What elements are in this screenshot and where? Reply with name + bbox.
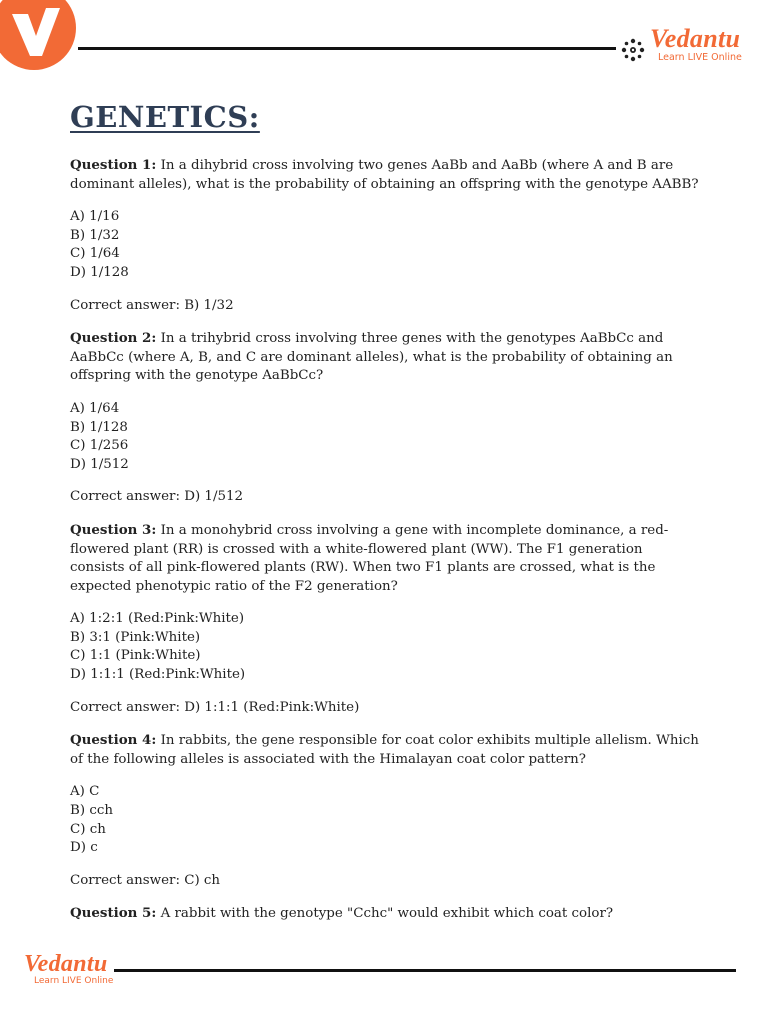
option: C) 1/256 [70,438,129,454]
options-4 [70,783,700,857]
brand-tagline: Learn LIVE Online [658,52,742,63]
option: B) 1/128 [70,419,128,435]
question-3 [70,521,700,596]
options-1 [70,208,700,282]
option: C) 1/64 [70,246,120,262]
brand-name: Vedantu [24,951,108,977]
correct-answer: Correct answer: B) 1/32 [70,297,234,313]
option: D) 1/512 [70,456,129,472]
option: C) ch [70,821,106,837]
question-list [70,156,700,938]
options-3 [70,610,700,684]
question-text: In a dihybrid cross involving two genes AaBb and AaBb (where A and B are dominant alleles), what is the probability of obtaining an offspring with the genotype AABB? [70,158,699,192]
option: D) c [70,840,98,856]
option: D) 1/128 [70,264,129,280]
option: B) cch [70,803,113,819]
brand-tagline: Learn LIVE Online [34,976,114,986]
page-title: GENETICS: [70,100,260,134]
question-text: In rabbits, the gene responsible for coat color exhibits multiple allelism. Which of the following alleles is associated with the Himalayan coat color pattern? [70,733,699,767]
question-text: In a monohybrid cross involving a gene with incomplete dominance, a red-flowered plant (RR) is crossed with a white-flowered plant (WW). The F1 generation consists of all pink-flowered plants (RW). When two F1 plants are crossed, what is the expected phenotypic ratio of the F2 generation? [70,522,669,594]
question-text: A rabbit with the genotype "Cchc" would exhibit which coat color? [160,906,614,922]
brand-logo-footer [24,952,124,987]
question-label: Question 5: [70,905,157,922]
option: A) 1/16 [70,209,120,225]
question-5 [70,904,700,924]
header-divider [78,47,616,50]
option: D) 1:1:1 (Red:Pink:White) [70,667,246,683]
option: B) 1/32 [70,227,120,243]
brand-logo-header [650,26,750,63]
option: B) 3:1 (Pink:White) [70,629,201,645]
question-label: Question 2: [70,330,157,347]
brand-name: Vedantu [650,24,741,53]
question-label: Question 4: [70,732,157,749]
question-2 [70,329,700,386]
option: A) 1:2:1 (Red:Pink:White) [70,611,245,627]
question-text: In a trihybrid cross involving three genes with the genotypes AaBbCc and AaBbCc (where A, B, and C are dominant alleles), what is the probability of obtaining an offspring with the genotype AaBbCc? [70,331,673,384]
correct-answer: Correct answer: D) 1:1:1 (Red:Pink:White) [70,699,360,715]
options-2 [70,400,700,474]
question-label: Question 3: [70,521,157,538]
ornament-icon [620,37,646,63]
footer-divider [114,969,736,972]
option: A) C [70,784,100,800]
question-1 [70,156,700,194]
question-label: Question 1: [70,157,157,173]
option: A) 1/64 [70,400,120,416]
question-4 [70,731,700,769]
correct-answer: Correct answer: C) ch [70,872,221,888]
vedantu-corner-logo [0,0,78,72]
correct-answer: Correct answer: D) 1/512 [70,489,244,505]
option: C) 1:1 (Pink:White) [70,648,201,664]
